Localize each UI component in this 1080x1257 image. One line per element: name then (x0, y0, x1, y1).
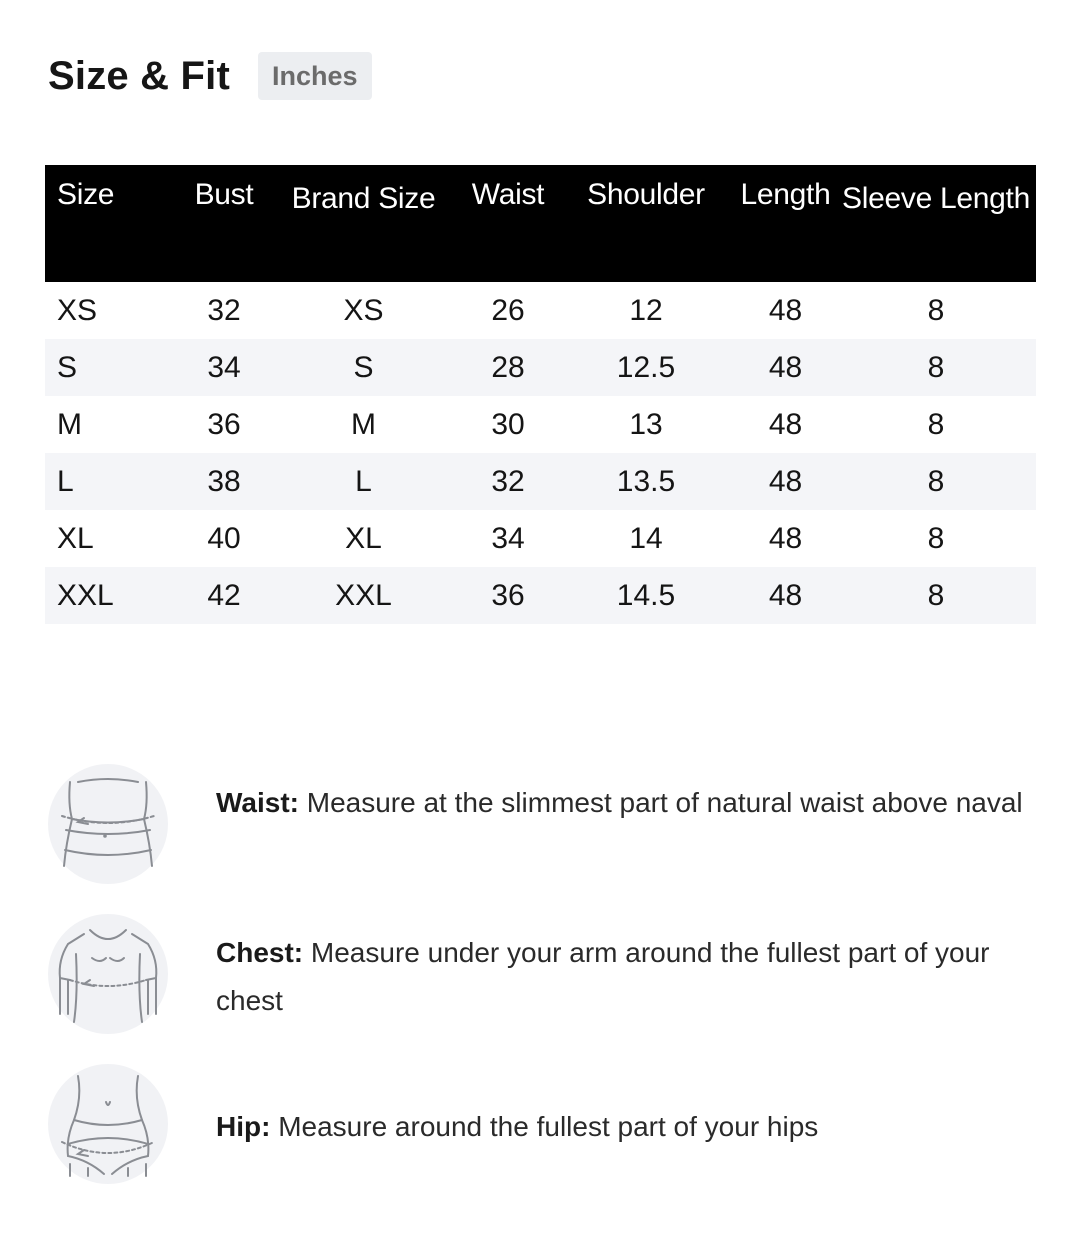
cell-sleeve-length: 8 (927, 407, 945, 441)
cell-brand-size: XL (345, 521, 382, 555)
cell-shoulder: 14.5 (616, 578, 676, 612)
table-row (45, 396, 1036, 453)
hip-guide-text (216, 1103, 1046, 1151)
waist-guide (48, 764, 1048, 894)
chest-guide-text (216, 929, 1046, 1025)
cell-waist: 32 (491, 464, 525, 498)
cell-sleeve-length: 8 (927, 521, 945, 555)
cell-brand-size: XS (343, 293, 384, 327)
cell-brand-size: XXL (335, 578, 392, 612)
cell-length: 48 (768, 521, 803, 555)
chest-measure-icon (48, 914, 168, 1034)
cell-waist: 28 (491, 350, 525, 384)
size-chart-table (45, 165, 1036, 624)
cell-sleeve-length: 8 (927, 350, 945, 384)
hip-measure-icon (48, 1064, 168, 1184)
cell-waist: 34 (491, 521, 525, 555)
column-header-sleeve-length: Sleeve Length (842, 182, 1030, 215)
cell-shoulder: 13.5 (616, 464, 676, 498)
cell-sleeve-length: 8 (927, 578, 945, 612)
cell-size: XXL (57, 578, 114, 612)
chest-label: Chest: (216, 937, 304, 968)
cell-shoulder: 12.5 (616, 350, 676, 384)
cell-size: L (57, 464, 74, 498)
column-header-shoulder: Shoulder (587, 178, 705, 211)
column-header-size: Size (57, 178, 115, 211)
table-row (45, 510, 1036, 567)
cell-shoulder: 13 (629, 407, 663, 441)
cell-sleeve-length: 8 (927, 293, 945, 327)
table-row (45, 282, 1036, 339)
column-header-length: Length (740, 178, 831, 211)
cell-shoulder: 12 (629, 293, 663, 327)
table-row (45, 339, 1036, 396)
cell-length: 48 (768, 407, 803, 441)
cell-size: M (57, 407, 82, 441)
cell-sleeve-length: 8 (927, 464, 945, 498)
cell-length: 48 (768, 350, 803, 384)
cell-waist: 36 (491, 578, 525, 612)
table-row (45, 567, 1036, 624)
cell-shoulder: 14 (629, 521, 663, 555)
column-header-bust: Bust (194, 178, 254, 211)
cell-length: 48 (768, 293, 803, 327)
cell-waist: 26 (491, 293, 525, 327)
column-header-brand-size: Brand Size (291, 182, 436, 215)
cell-brand-size: S (353, 350, 374, 384)
chest-guide (48, 914, 1048, 1044)
hip-guide (48, 1064, 1048, 1194)
waist-description: Measure at the slimmest part of natural waist above naval (298, 787, 1023, 818)
cell-size: XL (57, 521, 94, 555)
cell-length: 48 (768, 578, 803, 612)
hip-description: Measure around the fullest part of your hips (270, 1111, 819, 1142)
hip-label: Hip: (216, 1111, 271, 1142)
cell-bust: 40 (207, 521, 241, 555)
cell-waist: 30 (491, 407, 525, 441)
cell-bust: 36 (207, 407, 241, 441)
cell-brand-size: L (355, 464, 372, 498)
cell-size: S (57, 350, 78, 384)
waist-label: Waist: (216, 787, 299, 818)
cell-size: XS (57, 293, 98, 327)
table-row (45, 453, 1036, 510)
waist-measure-icon (48, 764, 168, 884)
column-header-waist: Waist (471, 178, 545, 211)
unit-badge[interactable]: Inches (258, 52, 372, 100)
cell-bust: 38 (207, 464, 241, 498)
cell-bust: 34 (207, 350, 241, 384)
page-title: Size & Fit (48, 54, 231, 98)
cell-length: 48 (768, 464, 803, 498)
cell-brand-size: M (351, 407, 376, 441)
cell-bust: 42 (207, 578, 241, 612)
chest-description: Measure under your arm around the fullest part of your chest (216, 937, 990, 1016)
size-fit-header (48, 52, 372, 100)
cell-bust: 32 (207, 293, 241, 327)
waist-guide-text (216, 779, 1046, 827)
table-header-row (45, 165, 1036, 282)
